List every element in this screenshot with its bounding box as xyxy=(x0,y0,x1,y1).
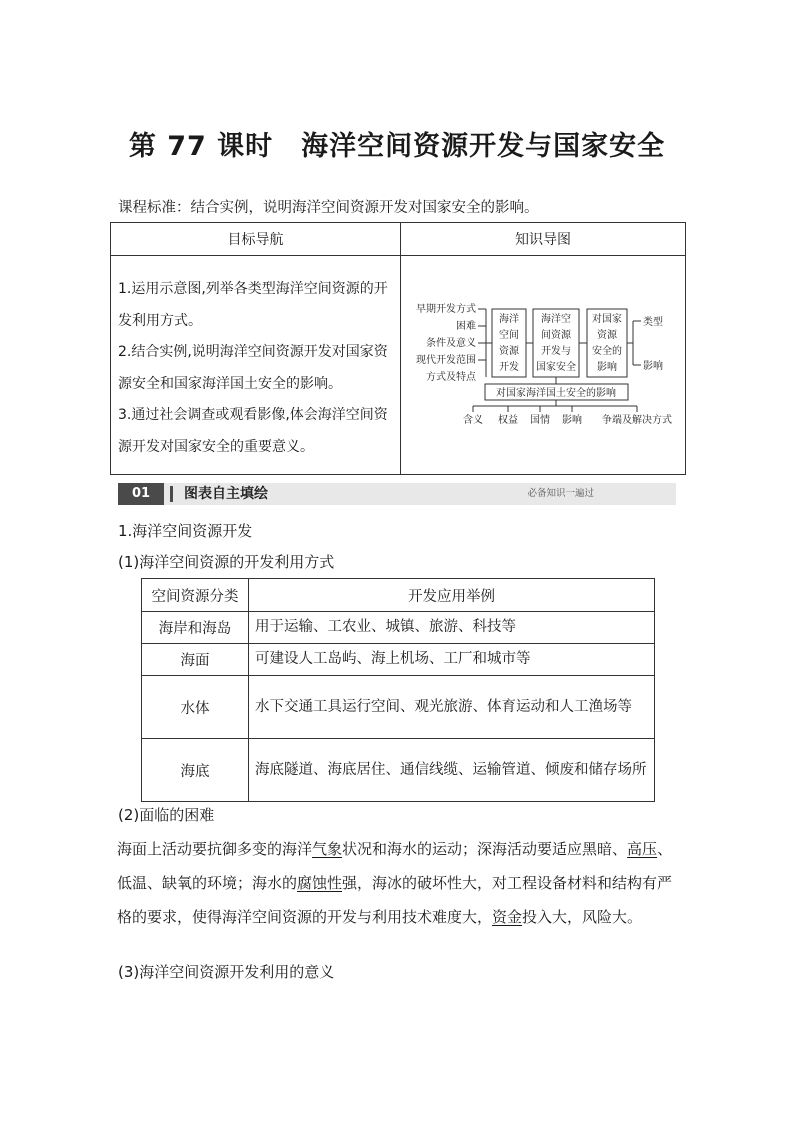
map-bottom-bracket xyxy=(473,400,637,412)
goals-cell xyxy=(111,256,401,475)
map-box-line: 影响 xyxy=(597,362,617,373)
page-title: 第 77 课时 海洋空间资源开发与国家安全 xyxy=(128,131,666,162)
map-box-line: 海洋 xyxy=(499,314,519,325)
answer-blank: 高压 xyxy=(627,840,658,858)
subheading-development-methods: (1)海洋空间资源的开发利用方式 xyxy=(118,553,335,571)
map-right-item: 影响 xyxy=(643,361,663,372)
goal-item: 2.结合实例,说明海洋空间资源开发对国家资源安全和国家海洋国土安全的影响。 xyxy=(118,344,388,392)
table-row xyxy=(142,612,655,644)
map-box-line: 开发 xyxy=(499,362,519,373)
table-cell-category: 水体 xyxy=(142,676,249,739)
map-box-line: 对国家 xyxy=(592,314,622,325)
difficulties-paragraph xyxy=(117,832,683,934)
table-header: 空间资源分类 xyxy=(142,579,249,612)
development-methods-table xyxy=(141,578,655,802)
map-left-item: 方式及特点 xyxy=(426,372,476,383)
course-standard: 课程标准：结合实例，说明海洋空间资源开发对国家安全的影响。 xyxy=(118,200,539,216)
paragraph-text: 状况和海水的运动；深海活动要适应黑暗、 xyxy=(342,840,628,858)
map-bottom-item: 含义 xyxy=(463,415,483,426)
answer-blank: 资金 xyxy=(492,908,523,926)
map-bottom-item: 国情 xyxy=(530,415,550,426)
table-row xyxy=(142,676,655,739)
map-right-bracket xyxy=(627,321,641,365)
map-right-item: 类型 xyxy=(643,317,663,328)
map-left-item: 现代开发范围 xyxy=(416,355,476,366)
paragraph-text: 海面上活动要抗御多变的海洋 xyxy=(117,840,313,858)
goal-item: 3.通过社会调查或观看影像,体会海洋空间资源开发对国家安全的重要意义。 xyxy=(118,407,388,455)
map-box-line: 资源 xyxy=(499,346,519,357)
map-bottom-item: 权益 xyxy=(498,415,518,426)
map-left-item: 困难 xyxy=(456,321,476,332)
map-left-item: 条件及意义 xyxy=(426,338,476,349)
section-note: 必备知识一遍过 xyxy=(527,488,594,499)
table-cell-category: 海岸和海岛 xyxy=(142,612,249,644)
subheading-significance: (3)海洋空间资源开发利用的意义 xyxy=(118,963,335,981)
paragraph-text: 强，海冰的破坏性大，对工程设备材料和结构有严格的要求，使得海洋空间资源的开发与利用技术难度大， xyxy=(117,874,673,926)
section-number: 01 xyxy=(118,483,164,505)
map-box-line: 开发与 xyxy=(541,346,571,357)
heading-marine-space-development: 1.海洋空间资源开发 xyxy=(118,522,253,540)
objectives-header: 目标导航 xyxy=(111,223,401,256)
map-box-line: 海洋空 xyxy=(541,314,571,325)
table-row xyxy=(142,644,655,676)
knowledge-map-diagram xyxy=(401,256,686,474)
map-bottom-item: 影响 xyxy=(562,415,582,426)
section-banner xyxy=(118,483,676,505)
table-row xyxy=(142,739,655,802)
paragraph-text: 投入大，风险大。 xyxy=(522,908,643,926)
map-box-line: 间资源 xyxy=(541,330,571,341)
answer-blank: 气象 xyxy=(312,840,343,858)
map-box-line: 空间 xyxy=(499,330,519,341)
knowledge-map-header: 知识导图 xyxy=(401,223,686,256)
paragraph-text: 、低温、缺氧的环境；海水的 xyxy=(117,840,673,892)
map-bottom-item: 争端及解决方式 xyxy=(602,415,672,426)
subheading-difficulties: (2)面临的困难 xyxy=(118,806,215,824)
table-cell-example: 可建设人工岛屿、海上机场、工厂和城市等 xyxy=(249,644,655,676)
map-left-item: 早期开发方式 xyxy=(416,304,476,315)
table-cell-category: 海底 xyxy=(142,739,249,802)
goal-item: 1.运用示意图,列举各类型海洋空间资源的开发利用方式。 xyxy=(118,281,388,329)
table-header: 开发应用举例 xyxy=(249,579,655,612)
table-cell-example: 海底隧道、海底居住、通信线缆、运输管道、倾废和储存场所 xyxy=(249,739,655,802)
section-divider xyxy=(170,486,173,502)
map-box-line: 国家安全 xyxy=(536,362,576,373)
objectives-table xyxy=(110,222,686,475)
table-cell-category: 海面 xyxy=(142,644,249,676)
map-box-line: 资源 xyxy=(597,330,617,341)
knowledge-map-cell xyxy=(401,256,686,475)
map-bottom-box-label: 对国家海洋国土安全的影响 xyxy=(496,388,616,399)
table-cell-example: 水下交通工具运行空间、观光旅游、体育运动和人工渔场等 xyxy=(249,676,655,739)
table-cell-example: 用于运输、工农业、城镇、旅游、科技等 xyxy=(249,612,655,644)
map-box-line: 安全的 xyxy=(592,346,622,357)
section-title: 图表自主填绘 xyxy=(184,486,268,502)
answer-blank: 腐蚀性 xyxy=(297,874,343,892)
map-left-bracket xyxy=(478,309,492,377)
